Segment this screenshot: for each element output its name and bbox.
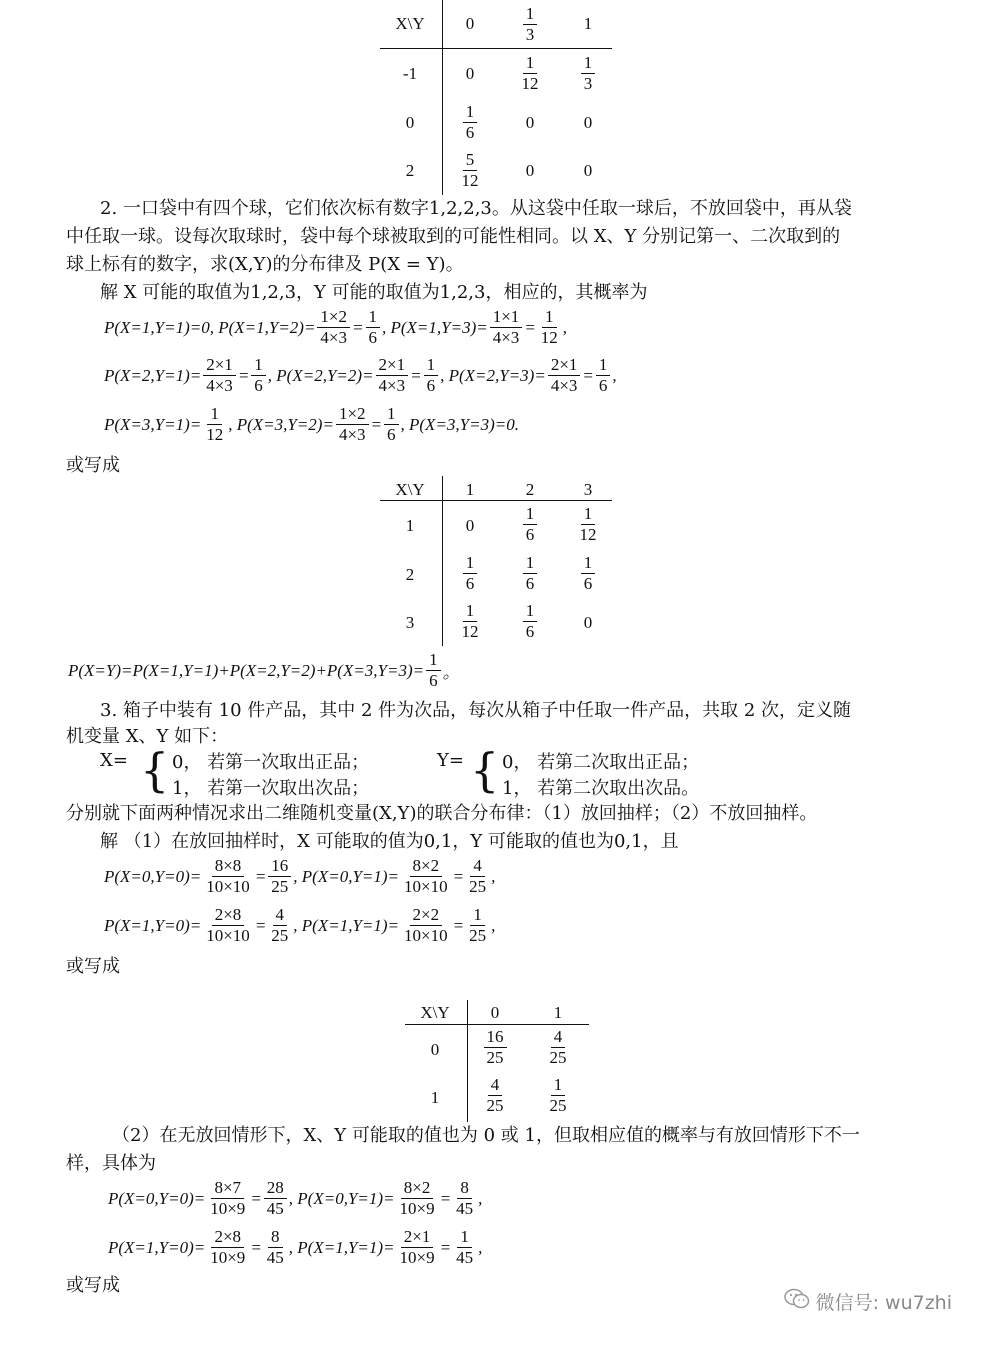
table-cell: $\frac{1}{12}$ [461, 601, 479, 641]
table-cell: 0 [525, 161, 535, 180]
or-write-label: 或写成 [66, 956, 120, 977]
equation-line: P(X=2,Y=1)= $\frac{2\times 1}{4\times 3}$ = $\frac{1}{6}$ , P(X=2,Y=2)= $\frac{2\times 1}{4\times 3}$ = $\frac{1}{6}$ , P(X=2,Y=3)= $\frac{2\times 1}{4\times 3}$ = $\frac{1}{6}$ , [104, 355, 617, 395]
brace: { [140, 743, 170, 797]
table-row-label: 3 [405, 613, 415, 632]
table-cell: $\frac{1}{12}$ [521, 53, 539, 93]
table-cell: $\frac{1}{6}$ [445, 553, 495, 594]
table-cell: $\frac{5}{12}$ [461, 150, 479, 190]
table-cell: $\frac{4}{25}$ [549, 1027, 567, 1067]
equation-line: P(X=1,Y=0)= $\frac{2\times 8}{10\times 9}$ = $\frac{8}{45}$ , P(X=1,Y=1)= $\frac{2\times 1}{10\times 9}$ = $\frac{1}{45}$ , [108, 1227, 483, 1267]
table-cell: $\frac{16}{25}$ [470, 1027, 520, 1068]
table-cell: 0 [465, 516, 475, 535]
table-cell: $\frac{1}{6}$ [563, 553, 613, 594]
table-row-label: 2 [405, 161, 415, 180]
table-header-cell: 0 [465, 14, 475, 33]
watermark-text: 微信号: wu7zhi [815, 1292, 952, 1314]
y-definition-case: 1， 若第二次取出次品。 [502, 778, 700, 799]
y-definition-label: Y= [437, 750, 464, 771]
brace: { [470, 743, 500, 797]
or-write-label: 或写成 [66, 455, 120, 476]
solution-3b-line: 样，具体为 [66, 1153, 156, 1174]
x-definition-case: 1， 若第一次取出次品； [172, 778, 370, 799]
table-header-cell: 3 [583, 480, 593, 499]
x-definition-label: X= [100, 750, 128, 771]
solution-3-intro: 解 （1）在放回抽样时，X 可能取的值为0,1，Y 可能取的值也为0,1，且 [100, 831, 679, 852]
table-header-cell: 2 [525, 480, 535, 499]
table-cell: $\frac{1}{12}$ [579, 504, 597, 544]
watermark [784, 1288, 952, 1315]
equation-line: P(X=3,Y=1)= $\frac{1}{12}$ , P(X=3,Y=2)= $\frac{1\times 2}{4\times 3}$ = $\frac{1}{6}$ , P(X=3,Y=3)=0. [104, 404, 519, 444]
table-cell: $\frac{4}{25}$ [486, 1075, 504, 1115]
equation-line: P(X=0,Y=0)= $\frac{8\times 7}{10\times 9}$ = $\frac{28}{45}$ , P(X=0,Y=1)= $\frac{8\times 2}{10\times 9}$ = $\frac{8}{45}$ , [108, 1178, 483, 1218]
table-header-cell: 0 [490, 1003, 500, 1022]
problem-3-line: 3. 箱子中装有 10 件产品，其中 2 件为次品，每次从箱子中任取一件产品，共取 2 次，定义随 [100, 700, 852, 721]
table-cell: 0 [583, 161, 593, 180]
table-cell: $\frac{1}{25}$ [549, 1075, 567, 1115]
table-cell: $\frac{1}{6}$ [505, 553, 555, 594]
solution-2-intro: 解 X 可能的取值为1,2,3，Y 可能的取值为1,2,3，相应的，其概率为 [100, 282, 648, 303]
problem-2-line: 2. 一口袋中有四个球，它们依次标有数字1,2,2,3。从这袋中任取一球后，不放回袋中，再从袋 [100, 198, 852, 219]
table-1 [380, 0, 620, 195]
solution-3b-line: （2）在无放回情形下，X、Y 可能取的值也为 0 或 1，但取相应值的概率与有放回情形下不一 [112, 1125, 860, 1146]
equation-line: P(X=0,Y=0)= $\frac{8\times 8}{10\times 10}$ = $\frac{16}{25}$ , P(X=0,Y=1)= $\frac{8\times 2}{10\times 10}$ = $\frac{4}{25}$ , [104, 856, 496, 896]
table-cell: $\frac{1}{6}$ [505, 504, 555, 545]
table-row-label: 2 [405, 565, 415, 584]
table-header-cell: X\Y [420, 1003, 450, 1022]
problem-2-text [66, 195, 926, 223]
problem-2-line: 中任取一球。设每次取球时，袋中每个球被取到的可能性相同。以 X、Y 分别记第一、二次取到的 [66, 226, 841, 247]
table-row-label: 0 [405, 113, 415, 132]
table-row-label: -1 [402, 64, 418, 83]
problem-2-line: 球上标有的数字，求(X,Y)的分布律及 P(X = Y)。 [66, 254, 464, 275]
wechat-icon [784, 1288, 810, 1315]
table-cell: $\frac{1}{6}$ [445, 102, 495, 143]
y-definition-case: 0， 若第二次取出正品； [502, 752, 700, 773]
table-header-cell: 1 [583, 14, 593, 33]
table-cell: 0 [465, 64, 475, 83]
equation-line: P(X=1,Y=1)=0, P(X=1,Y=2)= $\frac{1\times 2}{4\times 3}$ = $\frac{1}{6}$ , P(X=1,Y=3)= $\frac{1\times 1}{4\times 3}$ = $\frac{1}{12}$ , [104, 307, 568, 347]
table-cell: 0 [583, 113, 593, 132]
table-header-cell: 1 [465, 480, 475, 499]
or-write-label: 或写成 [66, 1275, 120, 1296]
table-cell: 0 [583, 613, 593, 632]
table-row-label: 0 [430, 1040, 440, 1059]
table-3 [405, 1000, 595, 1122]
table-2 [380, 476, 620, 648]
table-cell: $\frac{1}{6}$ [505, 601, 555, 642]
x-definition-case: 0， 若第一次取出正品； [172, 752, 370, 773]
equation-line: P(X=Y)=P(X=1,Y=1)+P(X=2,Y=2)+P(X=3,Y=3)= $\frac{1}{6}$ 。 [68, 650, 460, 690]
table-header-cell: 1 [553, 1003, 563, 1022]
table-header-cell: $\frac{1}{3}$ [505, 4, 555, 45]
problem-3-line: 机变量 X、Y 如下： [66, 726, 229, 747]
problem-3-line: 分别就下面两种情况求出二维随机变量(X,Y)的联合分布律：（1）放回抽样；（2）不放回抽样。 [66, 803, 818, 824]
table-header-cell: X\Y [395, 14, 425, 33]
equation-line: P(X=1,Y=0)= $\frac{2\times 8}{10\times 10}$ = $\frac{4}{25}$ , P(X=1,Y=1)= $\frac{2\times 2}{10\times 10}$ = $\frac{1}{25}$ , [104, 905, 496, 945]
table-cell: $\frac{1}{3}$ [563, 53, 613, 94]
table-row-label: 1 [405, 516, 415, 535]
table-cell: 0 [525, 113, 535, 132]
table-row-label: 1 [430, 1088, 440, 1107]
table-header-cell: X\Y [395, 480, 425, 499]
